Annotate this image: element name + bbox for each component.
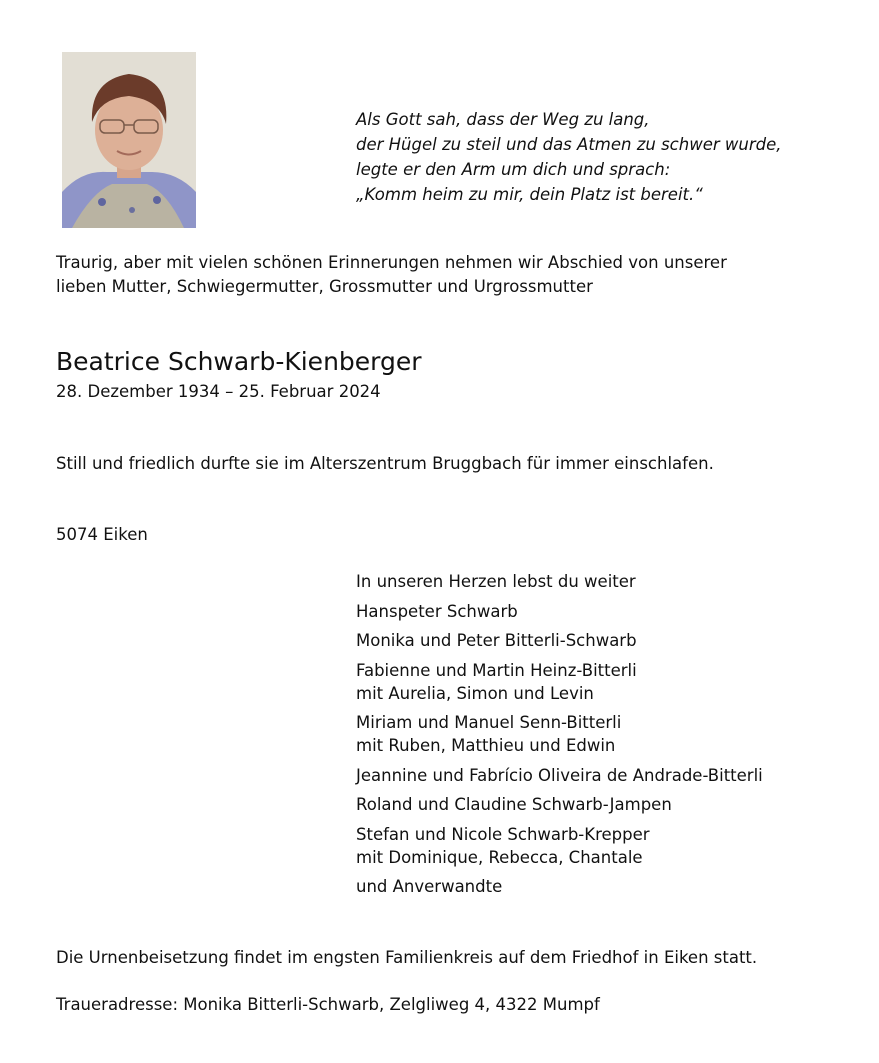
mourner-entry — [356, 823, 856, 869]
mourner-entry — [356, 764, 856, 787]
memorial-poem — [356, 107, 856, 207]
portrait-photo — [62, 52, 196, 228]
poem-line: der Hügel zu steil und das Atmen zu schwer wurde, — [356, 135, 782, 154]
mourner-line: mit Ruben, Matthieu und Edwin — [356, 736, 616, 755]
mourners-list — [356, 570, 856, 905]
mourner-entry — [356, 659, 856, 705]
mourner-entry — [356, 600, 856, 623]
intro-line: lieben Mutter, Schwiegermutter, Grossmutter und Urgrossmutter — [56, 277, 593, 296]
mourner-line: In unseren Herzen lebst du weiter — [356, 572, 636, 591]
deceased-name: Beatrice Schwarb-Kienberger — [56, 347, 422, 376]
mourner-entry — [356, 570, 856, 593]
poem-line: legte er den Arm um dich und sprach: — [356, 160, 671, 179]
mourner-entry — [356, 793, 856, 816]
mourner-line: mit Dominique, Rebecca, Chantale — [356, 847, 643, 867]
mourning-address: Traueradresse: Monika Bitterli-Schwarb, Zelgliweg 4, 4322 Mumpf — [56, 995, 600, 1014]
mourner-line: und Anverwandte — [356, 877, 503, 896]
mourner-entry — [356, 629, 856, 652]
farewell-intro — [56, 251, 856, 299]
mourner-line: mit Aurelia, Simon und Levin — [356, 683, 594, 703]
life-dates: 28. Dezember 1934 – 25. Februar 2024 — [56, 382, 381, 401]
poem-line: „Komm heim zu mir, dein Platz ist bereit.“ — [356, 185, 703, 204]
poem-line: Als Gott sah, dass der Weg zu lang, — [356, 110, 650, 129]
mourner-line: Stefan und Nicole Schwarb-Krepper — [356, 824, 650, 844]
mourner-line: Fabienne und Martin Heinz-Bitterli — [356, 660, 637, 680]
mourner-line: Hanspeter Schwarb — [356, 601, 518, 621]
mourner-entry — [356, 875, 856, 898]
burial-note: Die Urnenbeisetzung findet im engsten Familienkreis auf dem Friedhof in Eiken statt. — [56, 948, 758, 967]
place-line: 5074 Eiken — [56, 525, 148, 544]
mourner-line: Roland und Claudine Schwarb-Jampen — [356, 795, 672, 814]
portrait-illustration — [62, 52, 196, 228]
mourner-entry — [356, 711, 856, 757]
mourner-line: Jeannine und Fabrício Oliveira de Andrade-Bitterli — [356, 765, 763, 785]
mourner-line: Monika und Peter Bitterli-Schwarb — [356, 631, 637, 650]
mourner-line: Miriam und Manuel Senn-Bitterli — [356, 713, 622, 732]
intro-line: Traurig, aber mit vielen schönen Erinnerungen nehmen wir Abschied von unserer — [56, 253, 727, 272]
passing-note: Still und friedlich durfte sie im Alterszentrum Bruggbach für immer einschlafen. — [56, 454, 714, 473]
